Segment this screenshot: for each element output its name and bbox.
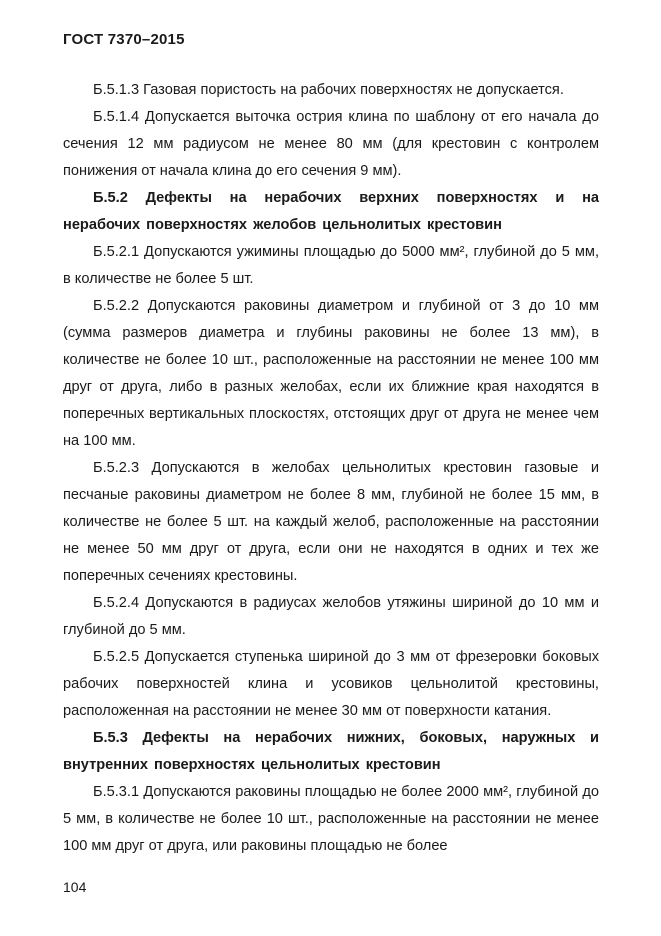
section-heading-b5-2: Б.5.2 Дефекты на нерабочих верхних поверхностях и на нерабочих поверхностях желобов цельнолитых крестовин <box>63 190 599 233</box>
document-header: ГОСТ 7370–2015 <box>63 31 185 48</box>
paragraph-b5-2-1: Б.5.2.1 Допускаются ужимины площадью до 5000 мм², глубиной до 5 мм, в количестве не более 5 шт. <box>63 244 599 287</box>
paragraph-b5-1-4: Б.5.1.4 Допускается выточка острия клина по шаблону от его начала до сечения 12 мм радиусом не менее 80 мм (для крестовин с контролем понижения от начала клина до его сечения 9 мм). <box>63 109 599 179</box>
paragraph-b5-1-3: Б.5.1.3 Газовая пористость на рабочих поверхностях не допускается. <box>93 82 564 98</box>
paragraph-b5-2-4: Б.5.2.4 Допускаются в радиусах желобов утяжины шириной до 10 мм и глубиной до 5 мм. <box>63 595 599 638</box>
paragraph-b5-2-3: Б.5.2.3 Допускаются в желобах цельнолитых крестовин газовые и песчаные раковины диаметром не более 8 мм, глубиной не более 15 мм, в количестве не более 5 шт. на каждый желоб, расположенные на расстоянии не менее 50 мм друг от друга, если они не находятся в одних и тех же поперечных сечениях крестовины. <box>63 460 599 584</box>
paragraph-b5-2-2: Б.5.2.2 Допускаются раковины диаметром и глубиной от 3 до 10 мм (сумма размеров диаметра и глубины раковины не более 13 мм), в количестве не более 10 шт., расположенные на расстоянии не менее 100 мм друг от друга, либо в разных желобах, если их ближние края находятся в поперечных вертикальных плоскостях, отстоящих друг от друга не менее чем на 100 мм. <box>63 298 599 449</box>
page-number: 104 <box>63 879 87 895</box>
document-body <box>63 77 599 860</box>
paragraph-b5-2-5: Б.5.2.5 Допускается ступенька шириной до 3 мм от фрезеровки боковых рабочих поверхностей клина и усовиков цельнолитой крестовины, расположенная на расстоянии не менее 30 мм от поверхности катания. <box>63 649 599 719</box>
section-heading-b5-3: Б.5.3 Дефекты на нерабочих нижних, боковых, наружных и внутренних поверхностях цельнолитых крестовин <box>63 730 599 773</box>
paragraph-b5-3-1: Б.5.3.1 Допускаются раковины площадью не более 2000 мм², глубиной до 5 мм, в количестве не более 10 шт., расположенные на расстоянии не менее 100 мм друг от друга, или раковины площадью не более <box>63 784 599 854</box>
